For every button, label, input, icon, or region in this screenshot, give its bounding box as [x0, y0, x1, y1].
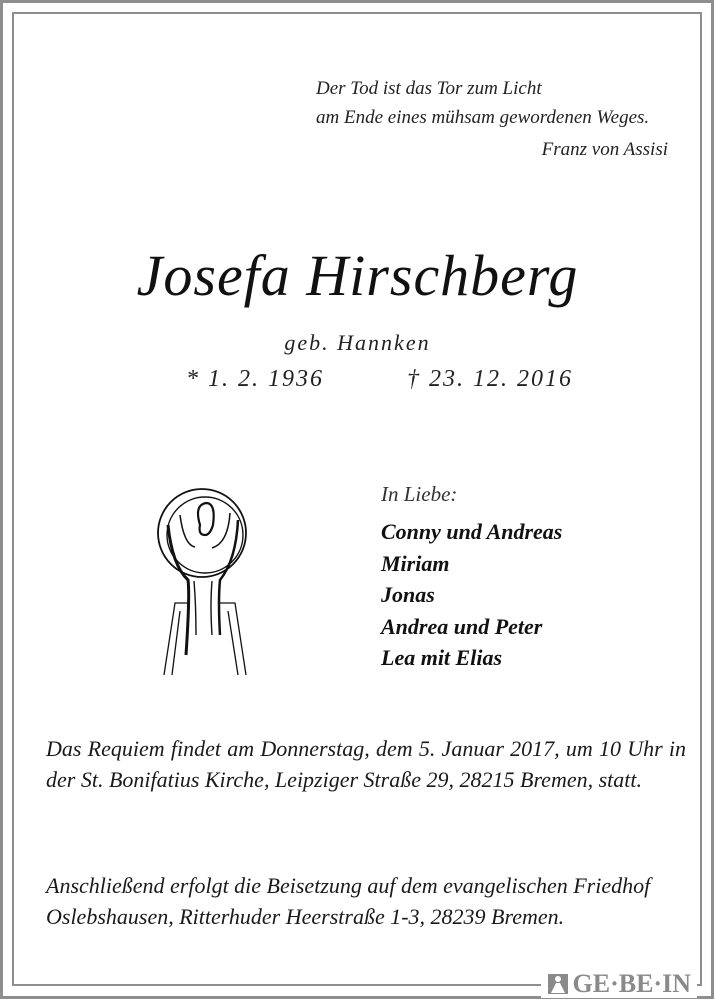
- figure-in-circle-icon: [150, 485, 260, 675]
- gebein-figure-icon: [547, 973, 569, 995]
- mourners-label: In Liebe:: [381, 482, 458, 506]
- burial-info: Anschließend erfolgt die Beisetzung auf dem evangelischen Friedhof Oslebshausen, Ritterhuder Heerstraße 1-3, 28239 Bremen.: [46, 873, 651, 929]
- gebein-logo: [541, 970, 698, 998]
- deceased-name: Josefa Hirschberg: [136, 243, 579, 308]
- quote-line-2: am Ende eines mühsam gewordenen Weges.: [316, 107, 650, 128]
- epigraph-quote: [316, 74, 676, 164]
- mourner-name: Lea mit Elias: [381, 645, 502, 670]
- mourner-name: Miriam: [381, 550, 450, 576]
- mourners-block: [381, 480, 562, 674]
- quote-author: Franz von Assisi: [541, 139, 668, 160]
- death-date: † 23. 12. 2016: [407, 366, 573, 392]
- requiem-info: Das Requiem findet am Donnerstag, dem 5. Januar 2017, um 10 Uhr in der St. Bonifatius Kirche, Leipziger Straße 29, 28215 Bremen, statt.: [46, 736, 686, 792]
- mourner-name: Andrea und Peter: [381, 613, 543, 639]
- quote-line-1: Der Tod ist das Tor zum Licht: [316, 78, 542, 99]
- maiden-name: geb. Hannken: [284, 330, 431, 355]
- mourners-list: [381, 516, 562, 674]
- birth-date: * 1. 2. 1936: [186, 366, 324, 392]
- mourner-name: Conny und Andreas: [381, 519, 563, 544]
- logo-text: GE·BE·IN: [572, 969, 691, 998]
- mourner-name: Jonas: [381, 582, 435, 607]
